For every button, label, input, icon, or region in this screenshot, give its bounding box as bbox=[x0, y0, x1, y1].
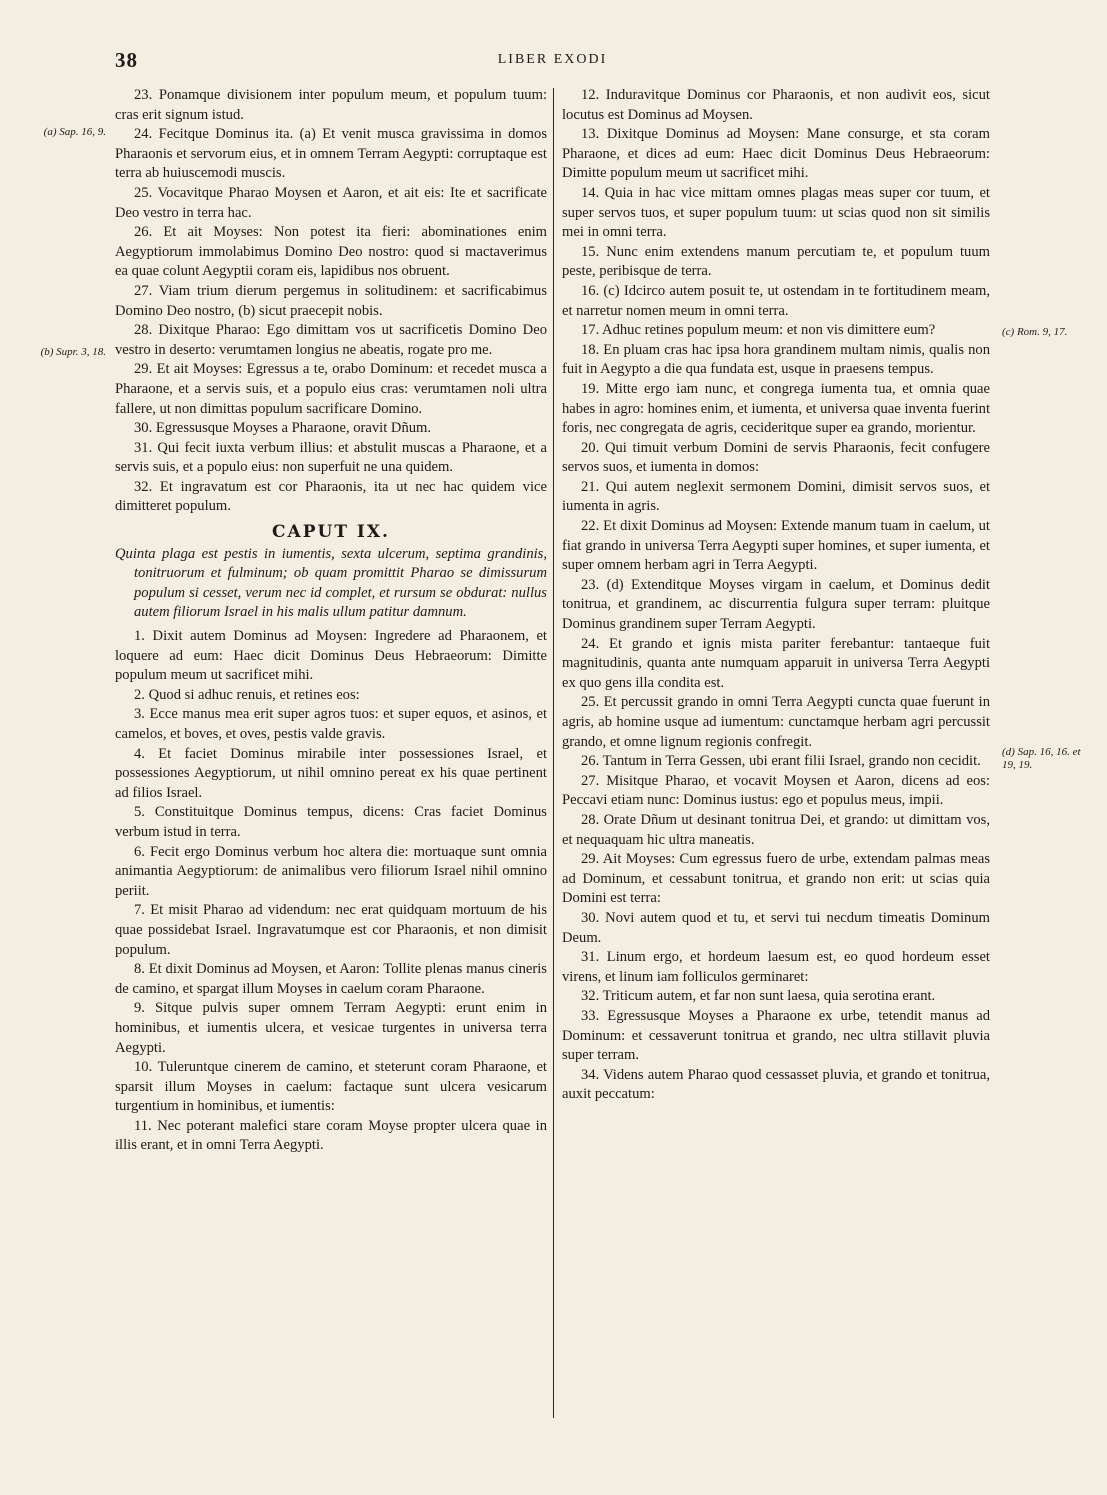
verse: 32. Et ingravatum est cor Pharaonis, ita ut nec hac quidem vice dimitteret populum. bbox=[115, 478, 547, 515]
verse: 15. Nunc enim extendens manum percutiam te, et populum tuum peste, peribisque de terra. bbox=[562, 243, 990, 280]
margin-note-a: (a) Sap. 16, 9. bbox=[43, 126, 106, 138]
verse: 18. En pluam cras hac ipsa hora grandinem multam nimis, qualis non fuit in Aegypto a die qua fundata est, usque in praesens tempus. bbox=[562, 341, 990, 378]
verse: 17. Adhuc retines populum meum: et non vis dimittere eum? bbox=[580, 322, 936, 339]
verse: 32. Triticum autem, et far non sunt laesa, quia serotina erant. bbox=[580, 988, 936, 1005]
chapter-summary: Quinta plaga est pestis in iumentis, sexta ulcerum, septima grandinis, tonitruorum et fulminum; ob quam promittit Pharao se dimissurum populum si cesset, verum nec id complet, et rursum se obdurat: nullus autem filiorum Israel in his malis ullum patitur damnum. bbox=[115, 545, 547, 621]
verse: 5. Constituitque Dominus tempus, dicens: Cras faciet Dominus verbum istud in terra. bbox=[115, 804, 547, 840]
verse: 23. (d) Extenditque Moyses virgam in caelum, et Dominus dedit tonitrua, et grandinem, ac discurrentia fulgura super terram: pluitque Dominus grandinem super Terram Aegypti. bbox=[562, 576, 990, 633]
column-divider bbox=[553, 88, 554, 1418]
verse: 33. Egressusque Moyses a Pharaone ex urbe, tetendit manus ad Dominum: et cessaverunt tonitrua et grando, nec ultra stillavit pluvia super terram. bbox=[562, 1007, 990, 1064]
verse: 24. Et grando et ignis mista pariter ferebantur: tantaeque fuit magnitudinis, quanta ante numquam apparuit in universa Terra Aegypti ex quo gens illa condita est. bbox=[562, 635, 990, 691]
page-number: 38 bbox=[115, 48, 138, 72]
verse: 4. Et faciet Dominus mirabile inter possessiones Israel, et possessiones Aegyptiorum, ut nihil omnino pereat ex his quae pertinent ad filios Israel. bbox=[115, 745, 547, 801]
verse: 13. Dixitque Dominus ad Moysen: Mane consurge, et sta coram Pharaone, et dices ad eum: Haec dicit Dominus Deus Hebraeorum: Dimitte populum meum ut sacrificet mihi. bbox=[562, 126, 990, 182]
verse: 1. Dixit autem Dominus ad Moysen: Ingredere ad Pharaonem, et loquere ad eum: Haec dicit Dominus Deus Hebraeorum: Dimitte populum meum ut sacrificet mihi. bbox=[115, 628, 547, 684]
verse: 30. Novi autem quod et tu, et servi tui necdum timeatis Dominum Deum. bbox=[562, 909, 990, 946]
right-column bbox=[562, 86, 990, 1105]
verse: 19. Mitte ergo iam nunc, et congrega iumenta tua, et omnia quae habes in agro: homines enim, et iumenta, et universa quae inventa fuerint foris, nec congregata de agris, cecideritque super ea grando, morientur. bbox=[562, 380, 990, 437]
verse: 25. Vocavitque Pharao Moysen et Aaron, et ait eis: Ite et sacrificate Deo vestro in terra hac. bbox=[115, 184, 547, 221]
verse: 26. Et ait Moyses: Non potest ita fieri: abominationes enim Aegyptiorum immolabimus Domino Deo nostro: quod si mactaverimus ea quae colunt Aegyptii coram eis, lapidibus nos obruent. bbox=[115, 224, 547, 280]
verse: 31. Qui fecit iuxta verbum illius: et abstulit muscas a Pharaone, et a servis suis, et a populo eius: non superfuit ne una quidem. bbox=[115, 439, 547, 476]
verse: 29. Ait Moyses: Cum egressus fuero de urbe, extendam palmas meas ad Dominum, et cessabunt tonitrua, et grando non erit: ut scias quia Domini est terra: bbox=[562, 851, 990, 907]
verse: 25. Et percussit grando in omni Terra Aegypti cuncta quae fuerunt in agris, ab homine usque ad iumentum: cunctamque herbam agri percussit grando, et omne lignum regionis confregit. bbox=[562, 694, 990, 750]
chapter-title: CAPUT IX. bbox=[272, 522, 390, 543]
verse: 22. Et dixit Dominus ad Moysen: Extende manum tuam in caelum, ut fiat grando in universa Terra Aegypti super homines, et super iumenta, et super omnem herbam agri in Terra Aegypti. bbox=[562, 518, 990, 574]
verse: 20. Qui timuit verbum Domini de servis Pharaonis, fecit confugere servos suos, et iumenta in domos: bbox=[562, 439, 990, 476]
verse: 27. Misitque Pharao, et vocavit Moysen et Aaron, dicens ad eos: Peccavi etiam nunc: Dominus iustus: ego et populus meus, impii. bbox=[562, 772, 990, 809]
verse: 24. Fecitque Dominus ita. (a) Et venit musca gravissima in domos Pharaonis et servorum eius, et in omnem Terram Aegypti: corruptaque est terra ab huiuscemodi muscis. bbox=[115, 126, 547, 182]
verse: 27. Viam trium dierum pergemus in solitudinem: et sacrificabimus Domino Deo nostro, (b) sicut praecepit nobis. bbox=[115, 282, 547, 319]
left-column bbox=[115, 86, 547, 1156]
verse: 31. Linum ergo, et hordeum laesum est, eo quod hordeum esset virens, et linum iam folliculos germinaret: bbox=[562, 949, 990, 985]
verse: 2. Quod si adhuc renuis, et retines eos: bbox=[133, 686, 360, 703]
verse: 21. Qui autem neglexit sermonem Domini, dimisit servos suos, et iumenta in agris. bbox=[562, 478, 990, 515]
verse: 28. Orate Dñum ut desinant tonitrua Dei, et grando: ut dimittam vos, et nequaquam hic ultra maneatis. bbox=[562, 811, 990, 848]
margin-note-d: (d) Sap. 16, 16. et 19, 19. bbox=[1002, 746, 1081, 771]
verse: 9. Sitque pulvis super omnem Terram Aegypti: erunt enim in hominibus, et iumentis ulcera, et vesicae turgentes in universa terra Aegypti. bbox=[115, 1000, 547, 1056]
verse: 3. Ecce manus mea erit super agros tuos: et super equos, et asinos, et camelos, et boves, et oves, pestis valde gravis. bbox=[115, 706, 547, 742]
verse: 26. Tantum in Terra Gessen, ubi erant filii Israel, grando non cecidit. bbox=[580, 753, 981, 770]
verse: 12. Induravitque Dominus cor Pharaonis, et non audivit eos, sicut locutus est Dominus ad Moysen. bbox=[562, 87, 990, 123]
verse: 16. (c) Idcirco autem posuit te, ut ostendam in te fortitudinem meam, et narretur nomen meum in omni terra. bbox=[562, 282, 990, 319]
verse: 11. Nec poterant malefici stare coram Moyse propter ulcera quae in illis erant, et in omni Terra Aegypti. bbox=[115, 1117, 547, 1154]
margin-note-b: (b) Supr. 3, 18. bbox=[40, 346, 106, 358]
running-title: LIBER EXODI bbox=[497, 52, 608, 67]
verse: 14. Quia in hac vice mittam omnes plagas meas super cor tuum, et super servos tuos, et super populum tuum: ut scias quod non sit similis mei in omni terra. bbox=[562, 184, 990, 241]
margin-note-c: (c) Rom. 9, 17. bbox=[1002, 326, 1068, 338]
verse: 30. Egressusque Moyses a Pharaone, oravit Dñum. bbox=[133, 420, 432, 437]
verse: 29. Et ait Moyses: Egressus a te, orabo Dominum: et recedet musca a Pharaone, et a servis suis, et a populo eius cras: verumtamen noli ultra fallere, ut non dimittas populum sacrificare Domino. bbox=[115, 361, 547, 417]
page-header bbox=[115, 48, 990, 78]
verse: 8. Et dixit Dominus ad Moysen, et Aaron: Tollite plenas manus cineris de camino, et spargat illum Moyses in caelum coram Pharaone. bbox=[115, 961, 547, 997]
verse: 28. Dixitque Pharao: Ego dimittam vos ut sacrificetis Domino Deo vestro in deserto: verumtamen longius ne abeatis, rogate pro me. bbox=[115, 322, 547, 358]
verse: 34. Videns autem Pharao quod cessasset pluvia, et grando et tonitrua, auxit peccatum: bbox=[562, 1066, 990, 1103]
verse: 7. Et misit Pharao ad videndum: nec erat quidquam mortuum de his quae possidebat Israel. Ingravatumque est cor Pharaonis, et non dimisit populum. bbox=[115, 902, 547, 958]
verse: 23. Ponamque divisionem inter populum meum, et populum tuum: cras erit signum istud. bbox=[115, 87, 547, 123]
verse: 10. Tuleruntque cinerem de camino, et steterunt coram Pharaone, et sparsit illum Moyses in caelum: factaque sunt ulcera vesicarum turgentium in hominibus, et iumentis: bbox=[115, 1059, 547, 1115]
verse: 6. Fecit ergo Dominus verbum hoc altera die: mortuaque sunt omnia animantia Aegyptiorum: de animalibus vero filiorum Israel nihil omnino periit. bbox=[115, 843, 547, 899]
